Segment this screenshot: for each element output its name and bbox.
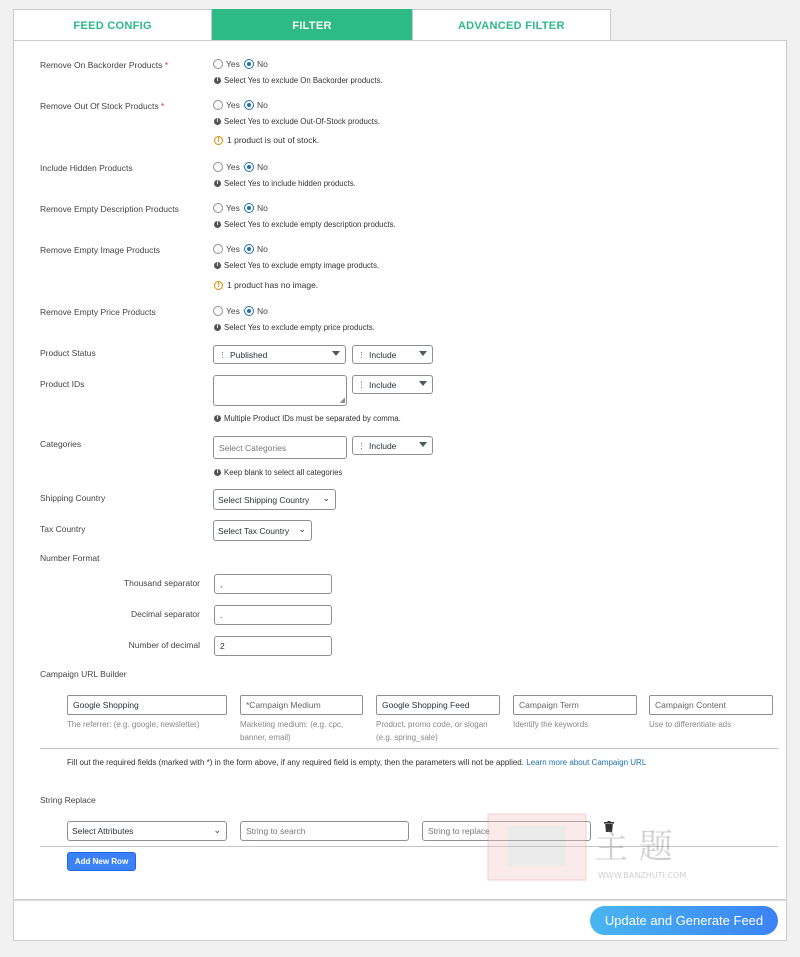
- hint-text: Keep blank to select all categories: [224, 468, 343, 477]
- drag-dots-icon: ⋯: [218, 351, 227, 358]
- campaign-medium-input[interactable]: *Campaign Medium: [240, 695, 363, 715]
- chevron-down-icon: ⌄: [322, 493, 330, 503]
- outofstock-label-text: Remove Out Of Stock Products: [40, 101, 159, 111]
- hint-text: Select Yes to exclude Out-Of-Stock products.: [224, 117, 381, 126]
- info-icon: i: [214, 180, 221, 187]
- tax-label: Tax Country: [40, 524, 86, 534]
- radio-circle: [213, 203, 223, 213]
- hidden-yes-radio[interactable]: [213, 162, 240, 172]
- backorder-yes-radio[interactable]: [213, 59, 240, 69]
- watermark-url: WWW.BANZHUTI.COM: [598, 871, 687, 880]
- info-icon: i: [214, 221, 221, 228]
- replace-attribute-select[interactable]: [67, 821, 227, 841]
- number-format-label: Number Format: [40, 553, 100, 563]
- decimal-separator-input[interactable]: .: [214, 605, 332, 625]
- campaign-name-help: Product, promo code, or slogan (e.g. spring_sale): [376, 720, 488, 742]
- number-of-decimal-label: Number of decimal: [128, 640, 200, 650]
- string-replace-input[interactable]: String to replace: [422, 821, 591, 841]
- emptyprice-hint: [214, 323, 375, 332]
- divider: [40, 846, 778, 847]
- hint-text: Select Yes to exclude empty description products.: [224, 220, 396, 229]
- backorder-label: [40, 60, 168, 70]
- chevron-down-icon: ⌄: [213, 825, 221, 835]
- info-icon: i: [214, 77, 221, 84]
- shipping-country-select[interactable]: [213, 489, 336, 510]
- condition-value: Include: [369, 379, 397, 390]
- shipping-value: Select Shipping Country: [218, 494, 310, 505]
- campaign-source-input[interactable]: Google Shopping: [67, 695, 227, 715]
- outofstock-hint: [214, 117, 380, 126]
- info-icon: i: [214, 324, 221, 331]
- product-ids-textarea[interactable]: [213, 375, 347, 406]
- tab-bar: [13, 9, 611, 41]
- radio-label: No: [257, 100, 268, 110]
- campaign-medium-help: Marketing medium: (e.g. cpc, banner, email): [240, 720, 344, 742]
- radio-circle: [213, 244, 223, 254]
- status-value: Published: [230, 349, 268, 360]
- tab-advanced-filter[interactable]: ADVANCED FILTER: [412, 9, 611, 41]
- thousand-separator-label: Thousand separator: [123, 578, 200, 588]
- warning-icon: !: [214, 281, 223, 290]
- campaign-learn-more-link[interactable]: Learn more about Campaign URL: [526, 758, 647, 767]
- outofstock-yes-radio[interactable]: [213, 100, 240, 110]
- emptyimage-label: Remove Empty Image Products: [40, 245, 160, 255]
- warning-icon: !: [214, 136, 223, 145]
- campaign-note-text: Fill out the required fields (marked with *) in the form above, if any required field is empty, then the parameters will not be applied.: [67, 758, 524, 767]
- radio-label: No: [257, 203, 268, 213]
- categories-label: Categories: [40, 439, 82, 449]
- emptyimage-yes-radio[interactable]: [213, 244, 240, 254]
- divider: [40, 748, 778, 749]
- radio-circle: [244, 203, 254, 213]
- required-mark: *: [160, 101, 165, 111]
- shipping-label: Shipping Country: [40, 493, 106, 503]
- outofstock-warning: [214, 135, 319, 145]
- hidden-no-radio[interactable]: [244, 162, 268, 172]
- outofstock-label: [40, 101, 164, 111]
- radio-label: No: [257, 306, 268, 316]
- decimal-separator-label: Decimal separator: [131, 609, 200, 619]
- emptydesc-no-radio[interactable]: [244, 203, 268, 213]
- emptyimage-warning: [214, 280, 318, 290]
- radio-circle: [213, 59, 223, 69]
- condition-value: Include: [369, 349, 397, 360]
- drag-dots-icon: ⋯: [357, 351, 366, 358]
- info-icon: i: [214, 262, 221, 269]
- string-search-input[interactable]: String to search: [240, 821, 409, 841]
- radio-circle: [244, 306, 254, 316]
- info-icon: i: [214, 118, 221, 125]
- radio-circle: [244, 100, 254, 110]
- condition-value: Include: [369, 440, 397, 451]
- emptyimage-no-radio[interactable]: [244, 244, 268, 254]
- emptyprice-label: Remove Empty Price Products: [40, 307, 156, 317]
- categories-hint: [214, 468, 342, 477]
- radio-label: Yes: [226, 244, 240, 254]
- radio-circle: [244, 162, 254, 172]
- radio-circle: [244, 59, 254, 69]
- campaign-term-input[interactable]: Campaign Term: [513, 695, 637, 715]
- radio-circle: [213, 306, 223, 316]
- campaign-content-help: Use to differentiate ads: [649, 720, 732, 729]
- warning-text: 1 product is out of stock.: [227, 135, 320, 145]
- drag-dots-icon: ⋯: [357, 442, 366, 449]
- tab-feed-config[interactable]: FEED CONFIG: [13, 9, 212, 41]
- hint-text: Select Yes to include hidden products.: [224, 179, 356, 188]
- campaign-label: Campaign URL Builder: [40, 669, 127, 679]
- hidden-hint: [214, 179, 356, 188]
- attribute-value: Select Attributes: [72, 826, 134, 836]
- backorder-no-radio[interactable]: [244, 59, 268, 69]
- watermark-text: 主 题: [594, 827, 673, 867]
- categories-input[interactable]: Select Categories: [213, 436, 347, 459]
- campaign-note: [67, 758, 646, 767]
- ids-hint: [214, 414, 401, 423]
- emptyprice-yes-radio[interactable]: [213, 306, 240, 316]
- radio-label: Yes: [226, 162, 240, 172]
- radio-label: Yes: [226, 306, 240, 316]
- campaign-content-input[interactable]: Campaign Content: [649, 695, 773, 715]
- radio-label: Yes: [226, 100, 240, 110]
- radio-label: No: [257, 162, 268, 172]
- backorder-label-text: Remove On Backorder Products: [40, 60, 163, 70]
- radio-circle: [213, 162, 223, 172]
- status-condition-select[interactable]: [352, 345, 433, 364]
- categories-condition-select[interactable]: [352, 436, 433, 455]
- outofstock-no-radio[interactable]: [244, 100, 268, 110]
- hidden-label: Include Hidden Products: [40, 163, 133, 173]
- info-icon: i: [214, 415, 221, 422]
- hint-text: Select Yes to exclude empty price products.: [224, 323, 375, 332]
- radio-label: No: [257, 244, 268, 254]
- required-mark: *: [164, 60, 169, 70]
- hint-text: Select Yes to exclude empty image products.: [224, 261, 380, 270]
- hint-text: Multiple Product IDs must be separated by comma.: [224, 414, 401, 423]
- resize-grip-icon[interactable]: ◢: [339, 397, 345, 404]
- radio-circle: [213, 100, 223, 110]
- dropdown-arrow-icon: [419, 351, 427, 356]
- emptydesc-label: Remove Empty Description Products: [40, 204, 179, 214]
- string-replace-label: String Replace: [40, 795, 96, 805]
- radio-label: No: [257, 59, 268, 69]
- campaign-term-help: Identify the keywords: [513, 720, 589, 729]
- status-label: Product Status: [40, 348, 96, 358]
- campaign-source-help: The referrer: (e.g. google, newsletter): [67, 720, 200, 729]
- info-icon: i: [214, 469, 221, 476]
- warning-text: 1 product has no image.: [227, 280, 319, 290]
- radio-label: Yes: [226, 203, 240, 213]
- dropdown-arrow-icon: [332, 351, 340, 356]
- ids-label: Product IDs: [40, 379, 85, 389]
- emptyimage-hint: [214, 261, 379, 270]
- update-generate-feed-button[interactable]: Update and Generate Feed: [590, 906, 778, 935]
- radio-circle: [244, 244, 254, 254]
- tax-value: Select Tax Country: [218, 525, 290, 536]
- emptydesc-yes-radio[interactable]: [213, 203, 240, 213]
- emptydesc-hint: [214, 220, 396, 229]
- dropdown-arrow-icon: [419, 381, 427, 386]
- hint-text: Select Yes to exclude On Backorder products.: [224, 76, 383, 85]
- number-of-decimal-input[interactable]: 2: [214, 636, 332, 656]
- tax-country-select[interactable]: [213, 520, 312, 541]
- ids-condition-select[interactable]: [352, 375, 433, 394]
- backorder-hint: [214, 76, 383, 85]
- campaign-name-input[interactable]: Google Shopping Feed: [376, 695, 500, 715]
- thousand-separator-input[interactable]: ,: [214, 574, 332, 594]
- tab-filter[interactable]: FILTER: [212, 9, 411, 41]
- dropdown-arrow-icon: [419, 442, 427, 447]
- drag-dots-icon: ⋯: [357, 381, 366, 388]
- chevron-down-icon: ⌄: [298, 524, 306, 534]
- trash-icon[interactable]: [604, 821, 614, 832]
- status-select[interactable]: [213, 345, 346, 364]
- add-new-row-button[interactable]: Add New Row: [67, 852, 136, 871]
- emptyprice-no-radio[interactable]: [244, 306, 268, 316]
- radio-label: Yes: [226, 59, 240, 69]
